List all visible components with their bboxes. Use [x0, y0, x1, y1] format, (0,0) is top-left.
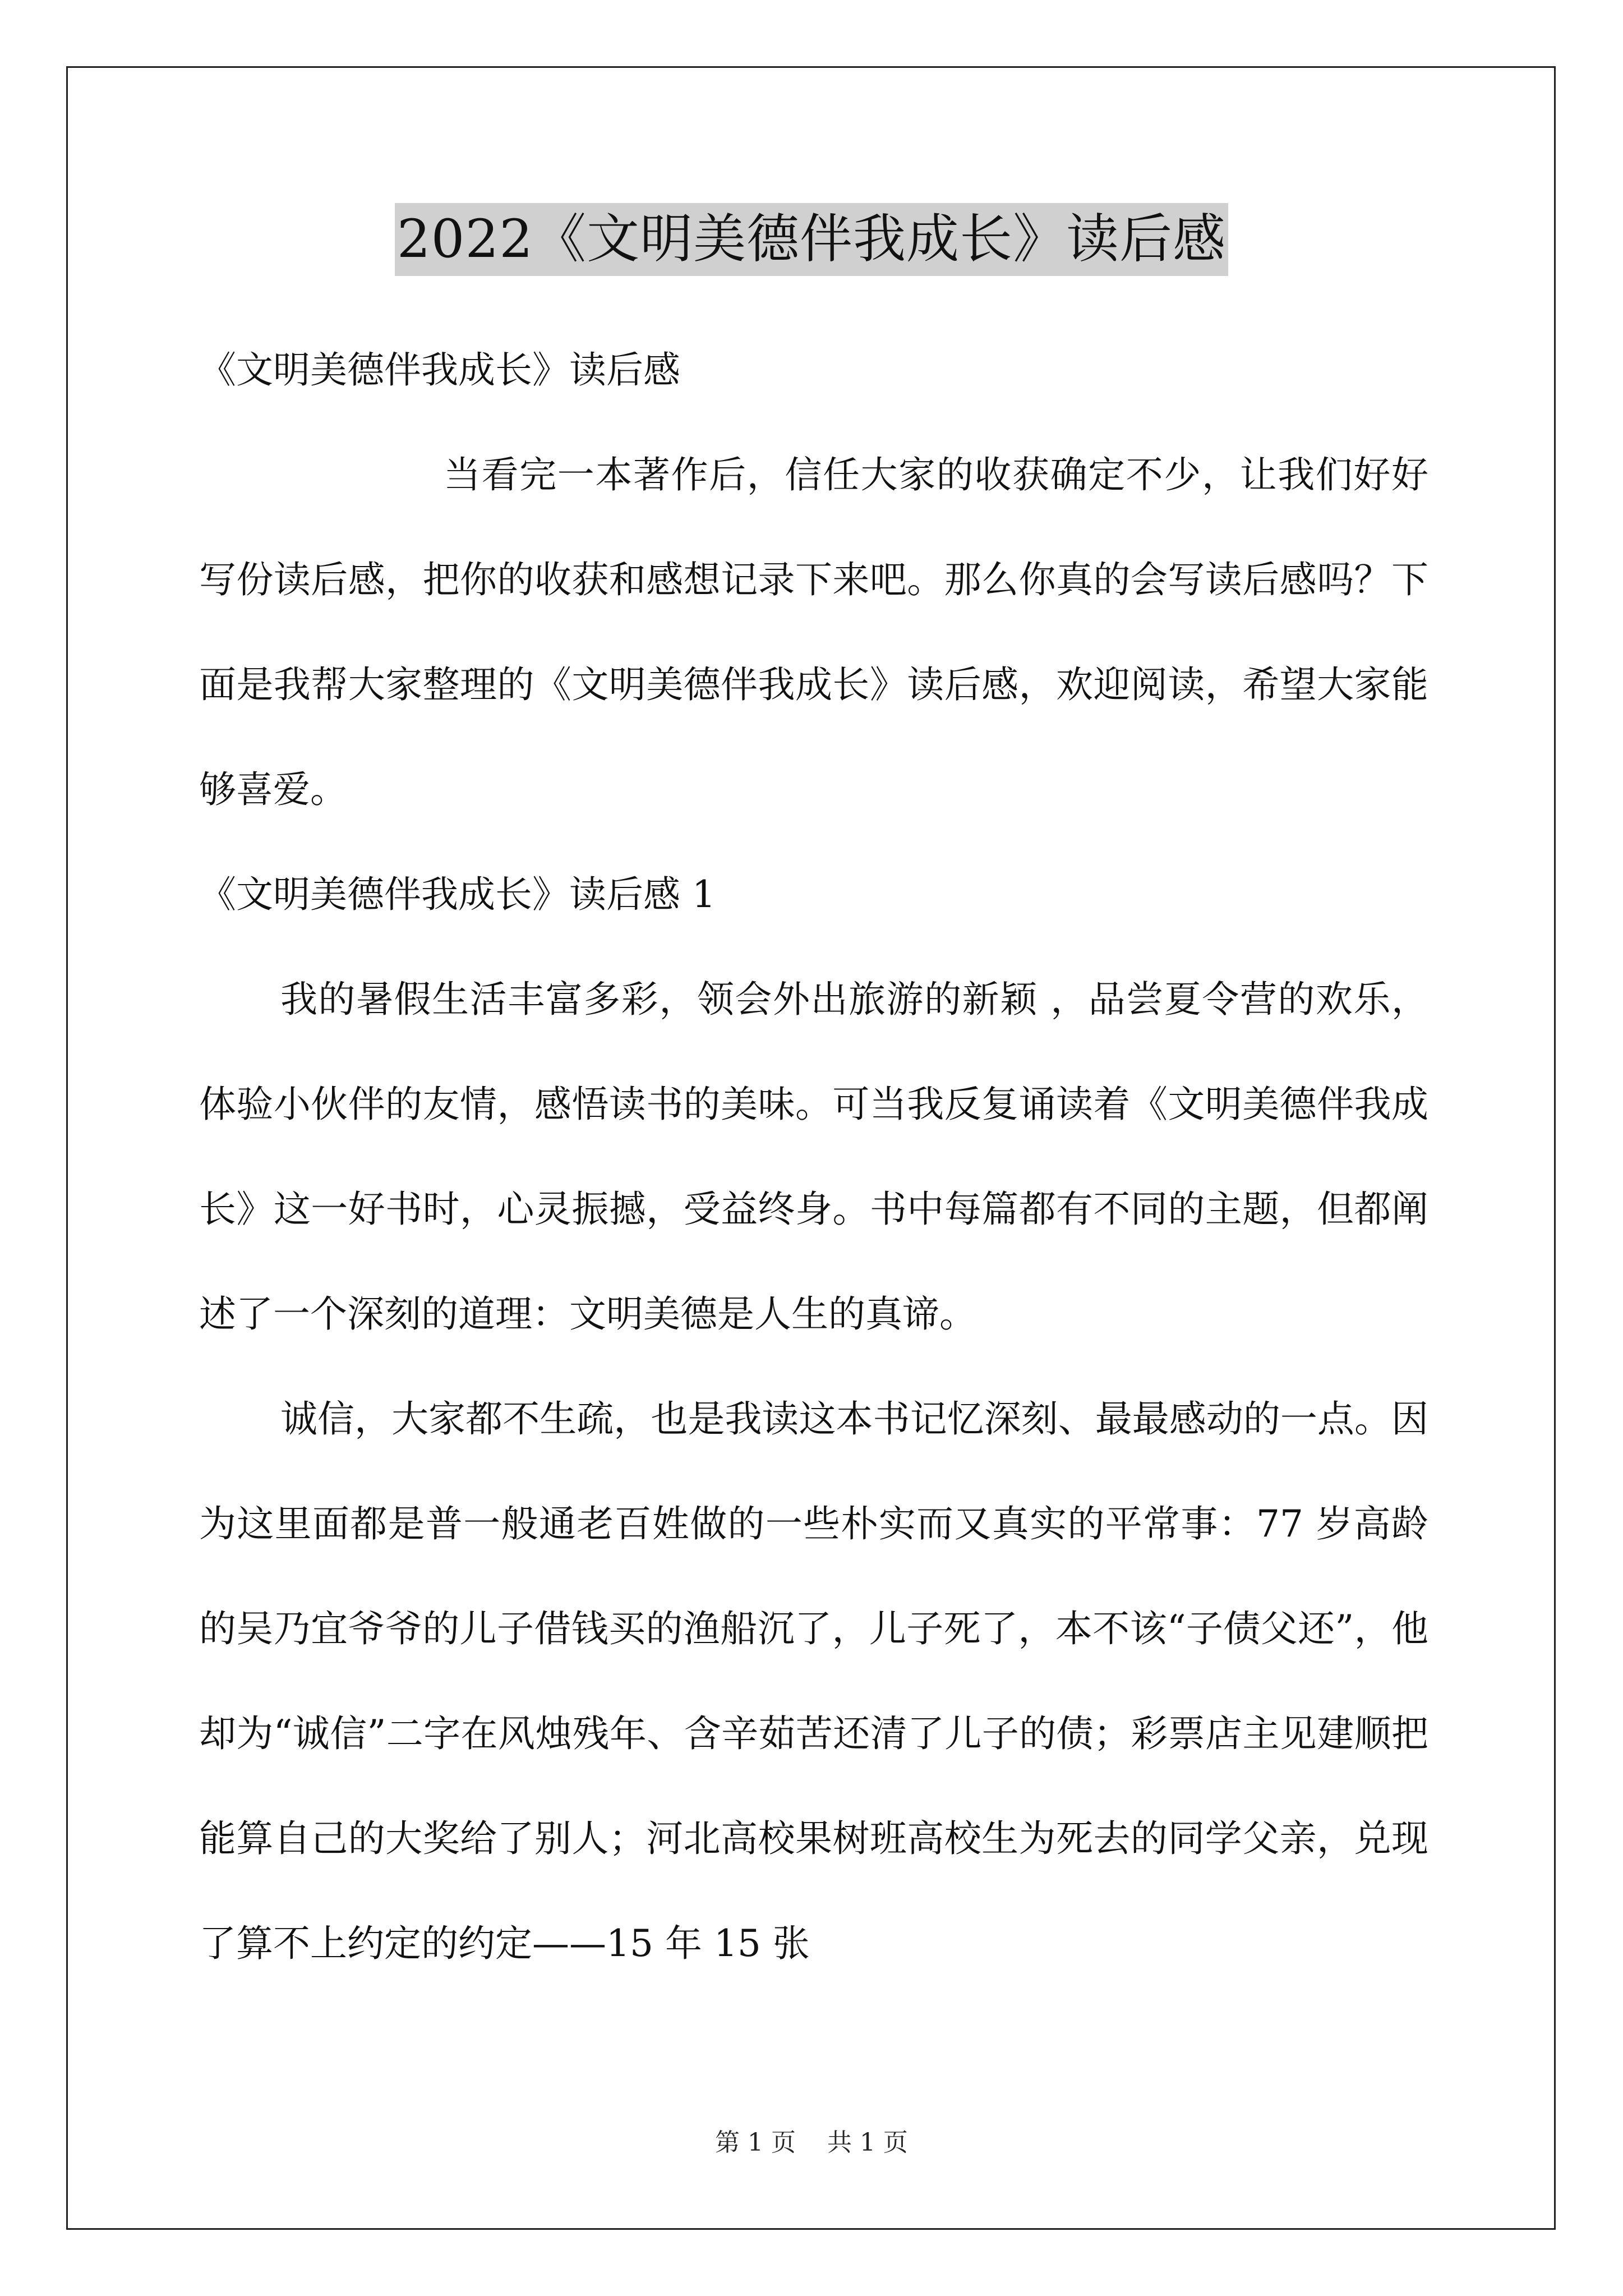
intro-paragraph: 当看完一本著作后，信任大家的收获确定不少，让我们好好写份读后感，把你的收获和感想记录下来吧。那么你真的会写读后感吗？下面是我帮大家整理的《文明美德伴我成长》读后感，欢迎阅读，希望大家能够喜爱。 [199, 453, 1428, 811]
page-footer [0, 2126, 1623, 2160]
document-title: 2022《文明美德伴我成长》读后感 [395, 203, 1228, 276]
title-container [0, 203, 1623, 276]
section-heading: 《文明美德伴我成长》读后感 [199, 348, 680, 392]
document-body [199, 318, 1428, 1996]
body-paragraph-1: 我的暑假生活丰富多彩，领会外出旅游的新颖 ，品尝夏令营的欢乐，体验小伙伴的友情，感悟读书的美味。可当我反复诵读着《文明美德伴我成长》这一好书时，心灵振撼，受益终身。书中每篇都有不同的主题，但都阐述了一个深刻的道理：文明美德是人生的真谛。 [199, 978, 1428, 1336]
section-heading-1: 《文明美德伴我成长》读后感 1 [199, 873, 716, 916]
body-paragraph-2: 诚信，大家都不生疏，也是我读这本书记忆深刻、最最感动的一点。因为这里面都是普一般通老百姓做的一些朴实而又真实的平常事：77 岁高龄的吴乃宜爷爷的儿子借钱买的渔船沉了，儿子死了，本不该“子债父还”，他却为“诚信”二字在风烛残年、含辛茹苦还清了儿子的债；彩票店主见建顺把能算自己的大奖给了别人；河北高校果树班高校生为死去的同学父亲，兑现了算不上约定的约定——15 年 15 张 [199, 1397, 1428, 1965]
page-number: 第 1 页 共 1 页 [715, 2128, 908, 2157]
